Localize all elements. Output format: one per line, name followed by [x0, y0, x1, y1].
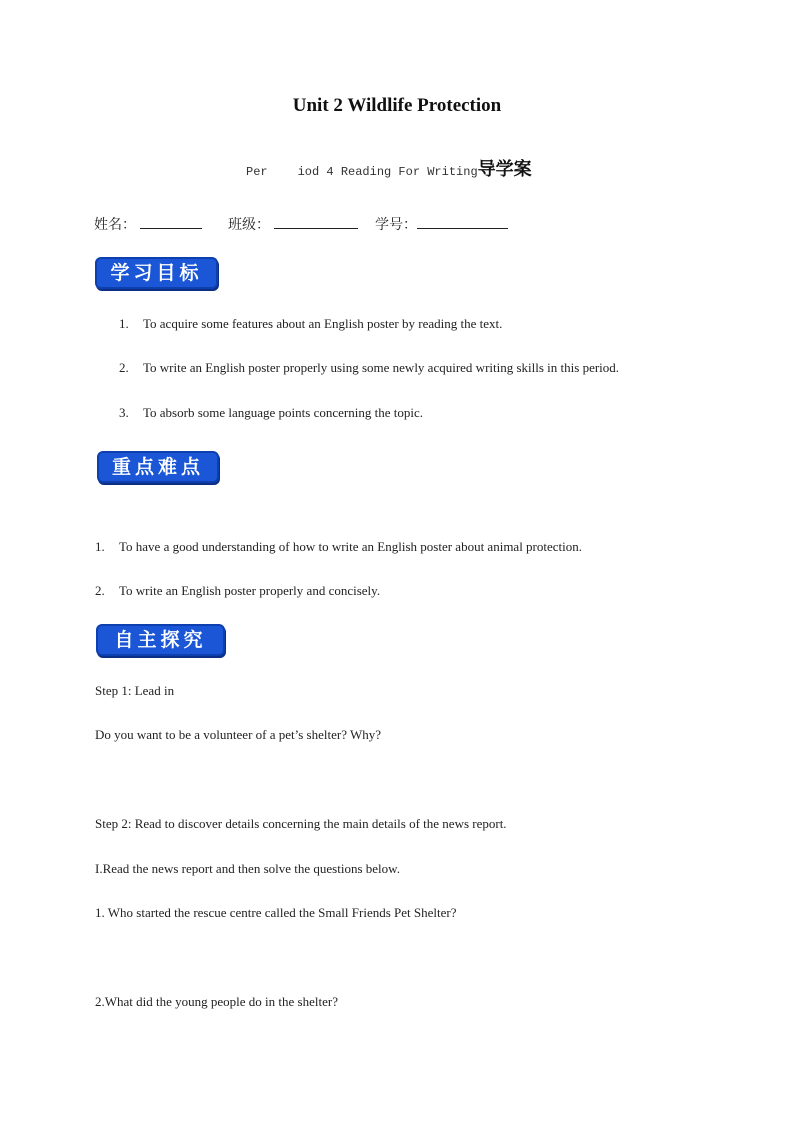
name-label: 姓名： — [94, 217, 136, 233]
objective-item: 2. To write an English poster properly using some newly acquired writing skills in this period. — [119, 360, 620, 375]
document-subtitle — [246, 155, 532, 181]
question-1: 1. Who started the rescue centre called the Small Friends Pet Shelter? — [95, 905, 457, 920]
id-label: 学号： — [375, 217, 417, 233]
objectives-badge: 学习目标 — [95, 257, 218, 289]
objective-item: 3. To absorb some language points concerning the topic. — [119, 405, 423, 420]
key-point-item: 2. To write an English poster properly and concisely. — [95, 583, 381, 598]
key-points-badge: 重点难点 — [97, 451, 219, 483]
id-field — [375, 214, 508, 234]
class-field — [228, 214, 358, 234]
objective-item: 1. To acquire some features about an English poster by reading the text. — [119, 316, 503, 331]
name-blank[interactable] — [140, 214, 202, 229]
class-label: 班级： — [228, 217, 270, 233]
lead-question: Do you want to be a volunteer of a pet’s shelter? Why? — [95, 727, 382, 742]
subtitle-cn: 导学案 — [477, 159, 532, 180]
document-title: Unit 2 Wildlife Protection — [292, 95, 502, 116]
self-study-badge: 自主探究 — [96, 624, 225, 656]
class-blank[interactable] — [274, 214, 358, 229]
subtitle-part2: iod 4 Reading For Writing — [297, 165, 478, 179]
question-2: 2.What did the young people do in the shelter? — [95, 994, 338, 1009]
id-blank[interactable] — [417, 214, 508, 229]
step2-heading: Step 2: Read to discover details concerning the main details of the news report. — [95, 816, 507, 831]
name-field — [94, 214, 202, 234]
step1-heading: Step 1: Lead in — [95, 683, 175, 698]
key-point-item: 1. To have a good understanding of how to write an English poster about animal protection. — [95, 539, 583, 554]
instruction-text: I.Read the news report and then solve the questions below. — [95, 861, 400, 876]
subtitle-part1: Per — [246, 165, 268, 179]
